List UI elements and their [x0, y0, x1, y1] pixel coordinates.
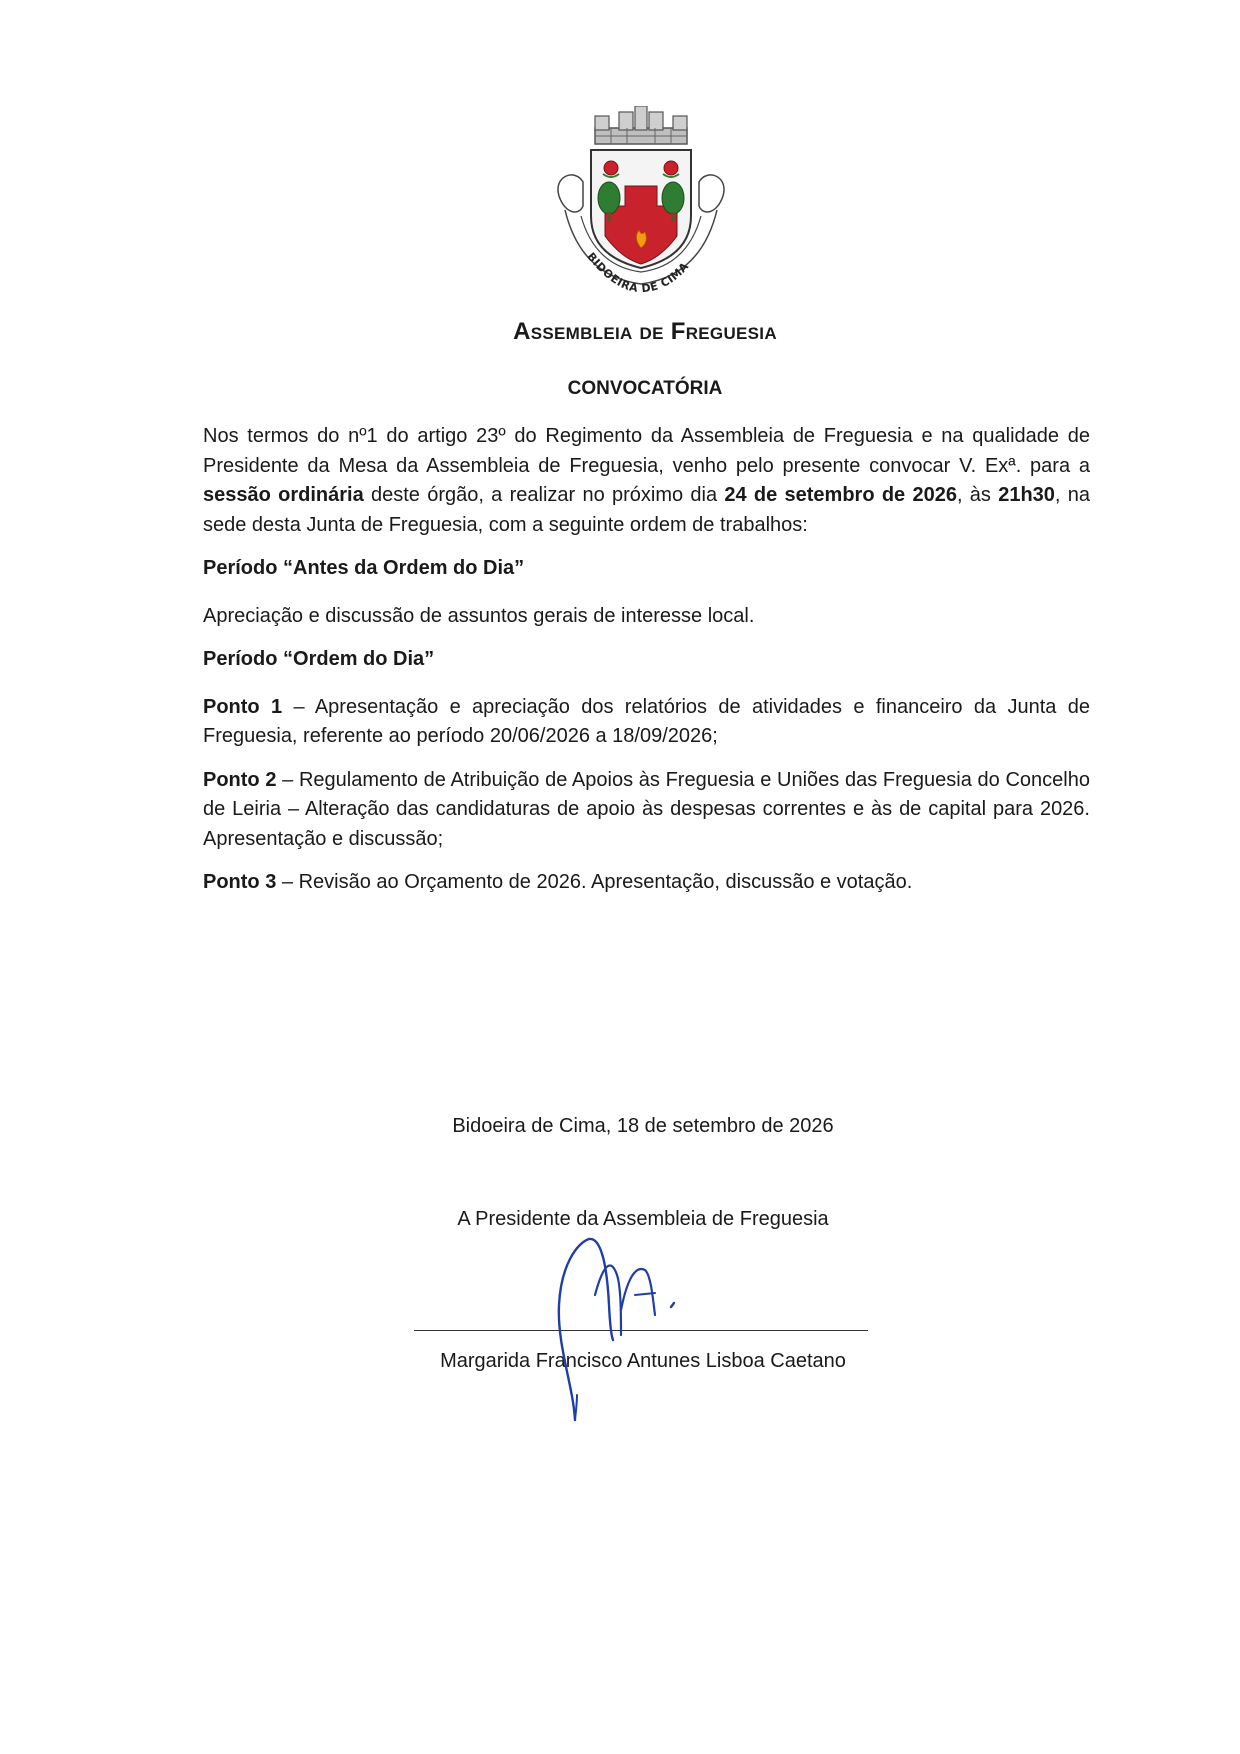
meeting-date: 24 de setembro de 2026: [724, 484, 957, 506]
handwritten-signature: [555, 1235, 705, 1425]
intro-text-1: Nos termos do nº1 do artigo 23º do Regimento da Assembleia de Freguesia e na qualidade de Presidente da Mesa da Assembleia de Freguesia, venho pelo presente convocar V. Exª. para a: [203, 425, 1090, 477]
intro-text-4: , na sede desta Junta de Freguesia, com a seguinte ordem de trabalhos:: [203, 484, 1091, 536]
agenda-item: [203, 766, 1090, 855]
agenda-item-label: Ponto 1: [203, 695, 283, 718]
signer-name: Margarida Francisco Antunes Lisboa Caetano: [440, 1350, 846, 1372]
agenda-item-text: – Revisão ao Orçamento de 2026. Apresentação, discussão e votação.: [276, 871, 913, 893]
shield-icon: [591, 150, 691, 268]
agenda-item-label: Ponto 2: [203, 768, 277, 791]
agenda-item-text: – Apresentação e apreciação dos relatórios de atividades e financeiro da Junta de Freguesia, referente ao período 20/06/2026 a 18/09/2026;: [203, 695, 1090, 747]
place-and-date: Bidoeira de Cima, 18 de setembro de 2026: [452, 1115, 834, 1137]
period-before-heading: Período “Antes da Ordem do Dia”: [203, 557, 525, 579]
agenda-item: [203, 693, 1090, 752]
meeting-time: 21h30: [998, 484, 1055, 506]
motto-text: BIDOEIRA DE CIMA: [584, 250, 692, 296]
intro-paragraph: [203, 422, 1090, 540]
agenda-item-text: – Regulamento de Atribuição de Apoios às Freguesia e Uniões das Freguesia do Concelho de Leiria – Alteração das candidaturas de apoio às despesas correntes e às de capital para 2026. Apresentação e discussão;: [203, 768, 1090, 850]
intro-text-3: , às: [956, 484, 999, 506]
agenda-item: [203, 868, 1090, 898]
document-body: [203, 422, 1090, 912]
signer-title: A Presidente da Assembleia de Freguesia: [457, 1208, 829, 1230]
period-before-text: Apreciação e discussão de assuntos gerais de interesse local.: [203, 604, 755, 627]
session-type: sessão ordinária: [203, 484, 364, 506]
document-title: Assembleia de Freguesia: [513, 318, 777, 345]
coat-of-arms: [551, 106, 731, 300]
document-subtitle: CONVOCATÓRIA: [567, 378, 723, 399]
period-agenda-heading: Período “Ordem do Dia”: [203, 648, 435, 670]
intro-text-2: deste órgão, a realizar no próximo dia: [363, 484, 725, 506]
agenda-item-label: Ponto 3: [203, 871, 277, 893]
mural-crown-icon: [595, 106, 687, 144]
